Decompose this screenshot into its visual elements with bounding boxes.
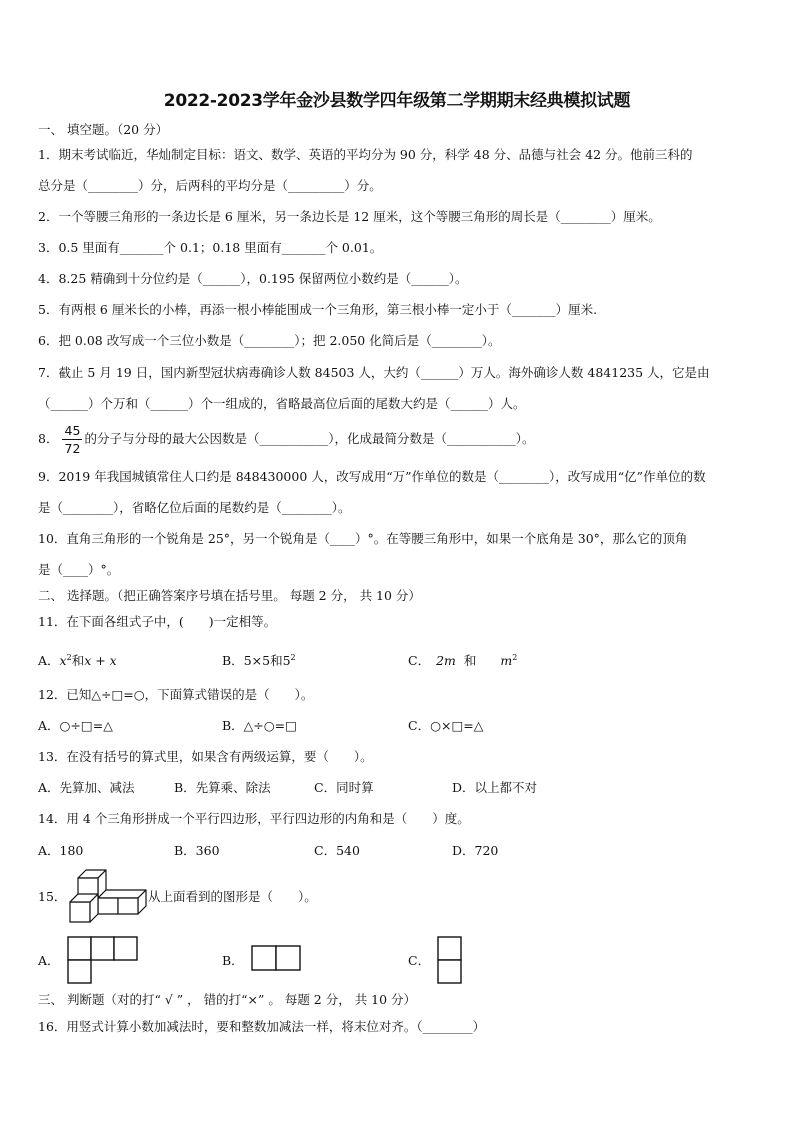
option-a-expression: x + x <box>84 653 117 669</box>
question-13-option-c: C．同时算 <box>314 780 374 795</box>
fraction-bar <box>62 439 82 440</box>
question-6: 6．把 0.08 改写成一个三位小数是（________）；把 2.050 化简后是（________）。 <box>38 333 501 348</box>
question-5: 5．有两根 6 厘米长的小棒，再添一根小棒能围成一个三角形，第三根小棒一定小于（_______）厘米. <box>38 302 598 317</box>
exponent: 2 <box>66 653 72 662</box>
question-1-line-1: 1．期末考试临近，华灿制定目标：语文、数学、英语的平均分为 90 分，科学 48 分、品德与社会 42 分。他前三科的 <box>38 147 693 162</box>
question-8-text: 的分子与分母的最大公因数是（___________），化成最简分数是（___________）。 <box>84 431 535 446</box>
question-4: 4．8.25 精确到十分位约是（______），0.195 保留两位小数约是（______）。 <box>38 271 468 286</box>
question-16: 16．用竖式计算小数加减法时，要和整数加减法一样，将末位对齐。（________） <box>38 1019 486 1034</box>
question-14-option-d: D．720 <box>452 843 499 858</box>
question-14: 14．用 4 个三角形拼成一个平行四边形，平行四边形的内角和是（ ）度。 <box>38 811 470 826</box>
question-8 <box>38 420 760 458</box>
question-8-number: 8． <box>38 431 59 446</box>
power-base: 5 <box>282 653 291 669</box>
option-b-view-shape <box>250 944 302 972</box>
question-9-line-2: 是（________），省略亿位后面的尾数约是（________）。 <box>38 500 351 515</box>
and-word: 和 <box>463 653 477 669</box>
question-13: 13．在没有括号的算式里，如果含有两级运算，要（ ）。 <box>38 749 373 764</box>
question-11-option-a <box>38 649 117 670</box>
option-a-view-shape <box>66 935 140 985</box>
fraction-45-72 <box>62 423 82 456</box>
question-2: 2．一个等腰三角形的一条边长是 6 厘米，另一条边长是 12 厘米，这个等腰三角形的周长是（________）厘米。 <box>38 209 661 224</box>
fraction-numerator: 45 <box>64 423 81 438</box>
option-c-label: C． <box>408 653 431 669</box>
question-9-line-1: 9．2019 年我国城镇常住人口约是 848430000 人，改写成用“万”作单位的数是（________），改写成用“亿”作单位的数 <box>38 469 706 484</box>
question-13-option-b: B．先算乘、除法 <box>174 780 271 795</box>
question-1-line-2: 总分是（________）分，后两科的平均分是（_________）分。 <box>38 178 382 193</box>
power-base: m <box>500 653 513 669</box>
question-11: 11．在下面各组式子中，( )一定相等。 <box>38 614 277 629</box>
option-a-x-squared <box>60 653 72 668</box>
section-true-false-heading: 三、 判断题（对的打“ √ ” ， 错的打“×” 。 每题 2 分， 共 10 分） <box>38 992 417 1007</box>
fraction-denominator: 72 <box>64 441 81 456</box>
question-13-option-a: A．先算加、减法 <box>38 780 135 795</box>
question-14-option-a: A．180 <box>38 843 84 858</box>
question-15-option-a-label: A． <box>38 953 60 968</box>
page-title: 2022-2023学年金沙县数学四年级第二学期期末经典模拟试题 <box>163 91 631 111</box>
exponent: 2 <box>290 653 296 662</box>
question-15-option-c-label: C． <box>408 953 431 968</box>
cube-stack-figure <box>68 866 148 924</box>
question-12-option-b: B．△÷○=□ <box>222 718 297 733</box>
section-fill-in-heading: 一、 填空题。（20 分） <box>38 122 169 137</box>
question-14-option-c: C．540 <box>314 843 360 858</box>
question-12-option-c: C．○×□=△ <box>408 718 484 733</box>
question-3: 3．0.5 里面有_______个 0.1；0.18 里面有_______个 0.01。 <box>38 240 383 255</box>
option-b-label: B． <box>222 653 244 669</box>
variable-x: x <box>59 653 67 669</box>
option-c-view-shape <box>436 935 464 985</box>
question-10-line-2: 是（____）°。 <box>38 562 120 577</box>
question-12: 12．已知△÷□=○，下面算式错误的是（ ）。 <box>38 687 314 702</box>
and-word: 和 <box>270 653 283 669</box>
option-c-expression: 2m <box>436 653 456 669</box>
question-10-line-1: 10．直角三角形的一个锐角是 25°，另一个锐角是（____）°。在等腰三角形中，如果一个底角是 30°，那么它的顶角 <box>38 531 688 546</box>
question-11-option-c <box>408 649 517 670</box>
question-15-option-b-label: B． <box>222 953 244 968</box>
question-12-option-a: A．○÷□=△ <box>38 718 113 733</box>
and-word: 和 <box>71 653 85 669</box>
question-15-text: 从上面看到的图形是（ ）。 <box>148 889 317 904</box>
exponent: 2 <box>512 653 518 662</box>
question-13-option-d: D．以上都不对 <box>452 780 538 795</box>
option-b-expression: 5×5 <box>243 653 271 669</box>
question-11-option-b <box>222 649 296 670</box>
section-choice-heading: 二、 选择题。（把正确答案序号填在括号里。 每题 2 分， 共 10 分） <box>38 588 421 603</box>
option-a-label: A． <box>38 653 60 669</box>
question-14-option-b: B．360 <box>174 843 220 858</box>
question-7-line-1: 7．截止 5 月 19 日，国内新型冠状病毒确诊人数 84503 人，大约（______）万人。海外确诊人数 4841235 人，它是由 <box>38 365 710 380</box>
question-7-line-2: （______）个万和（______）个一组成的，省略最高位后面的尾数大约是（______）人。 <box>38 396 526 411</box>
question-15-number: 15． <box>38 889 67 904</box>
